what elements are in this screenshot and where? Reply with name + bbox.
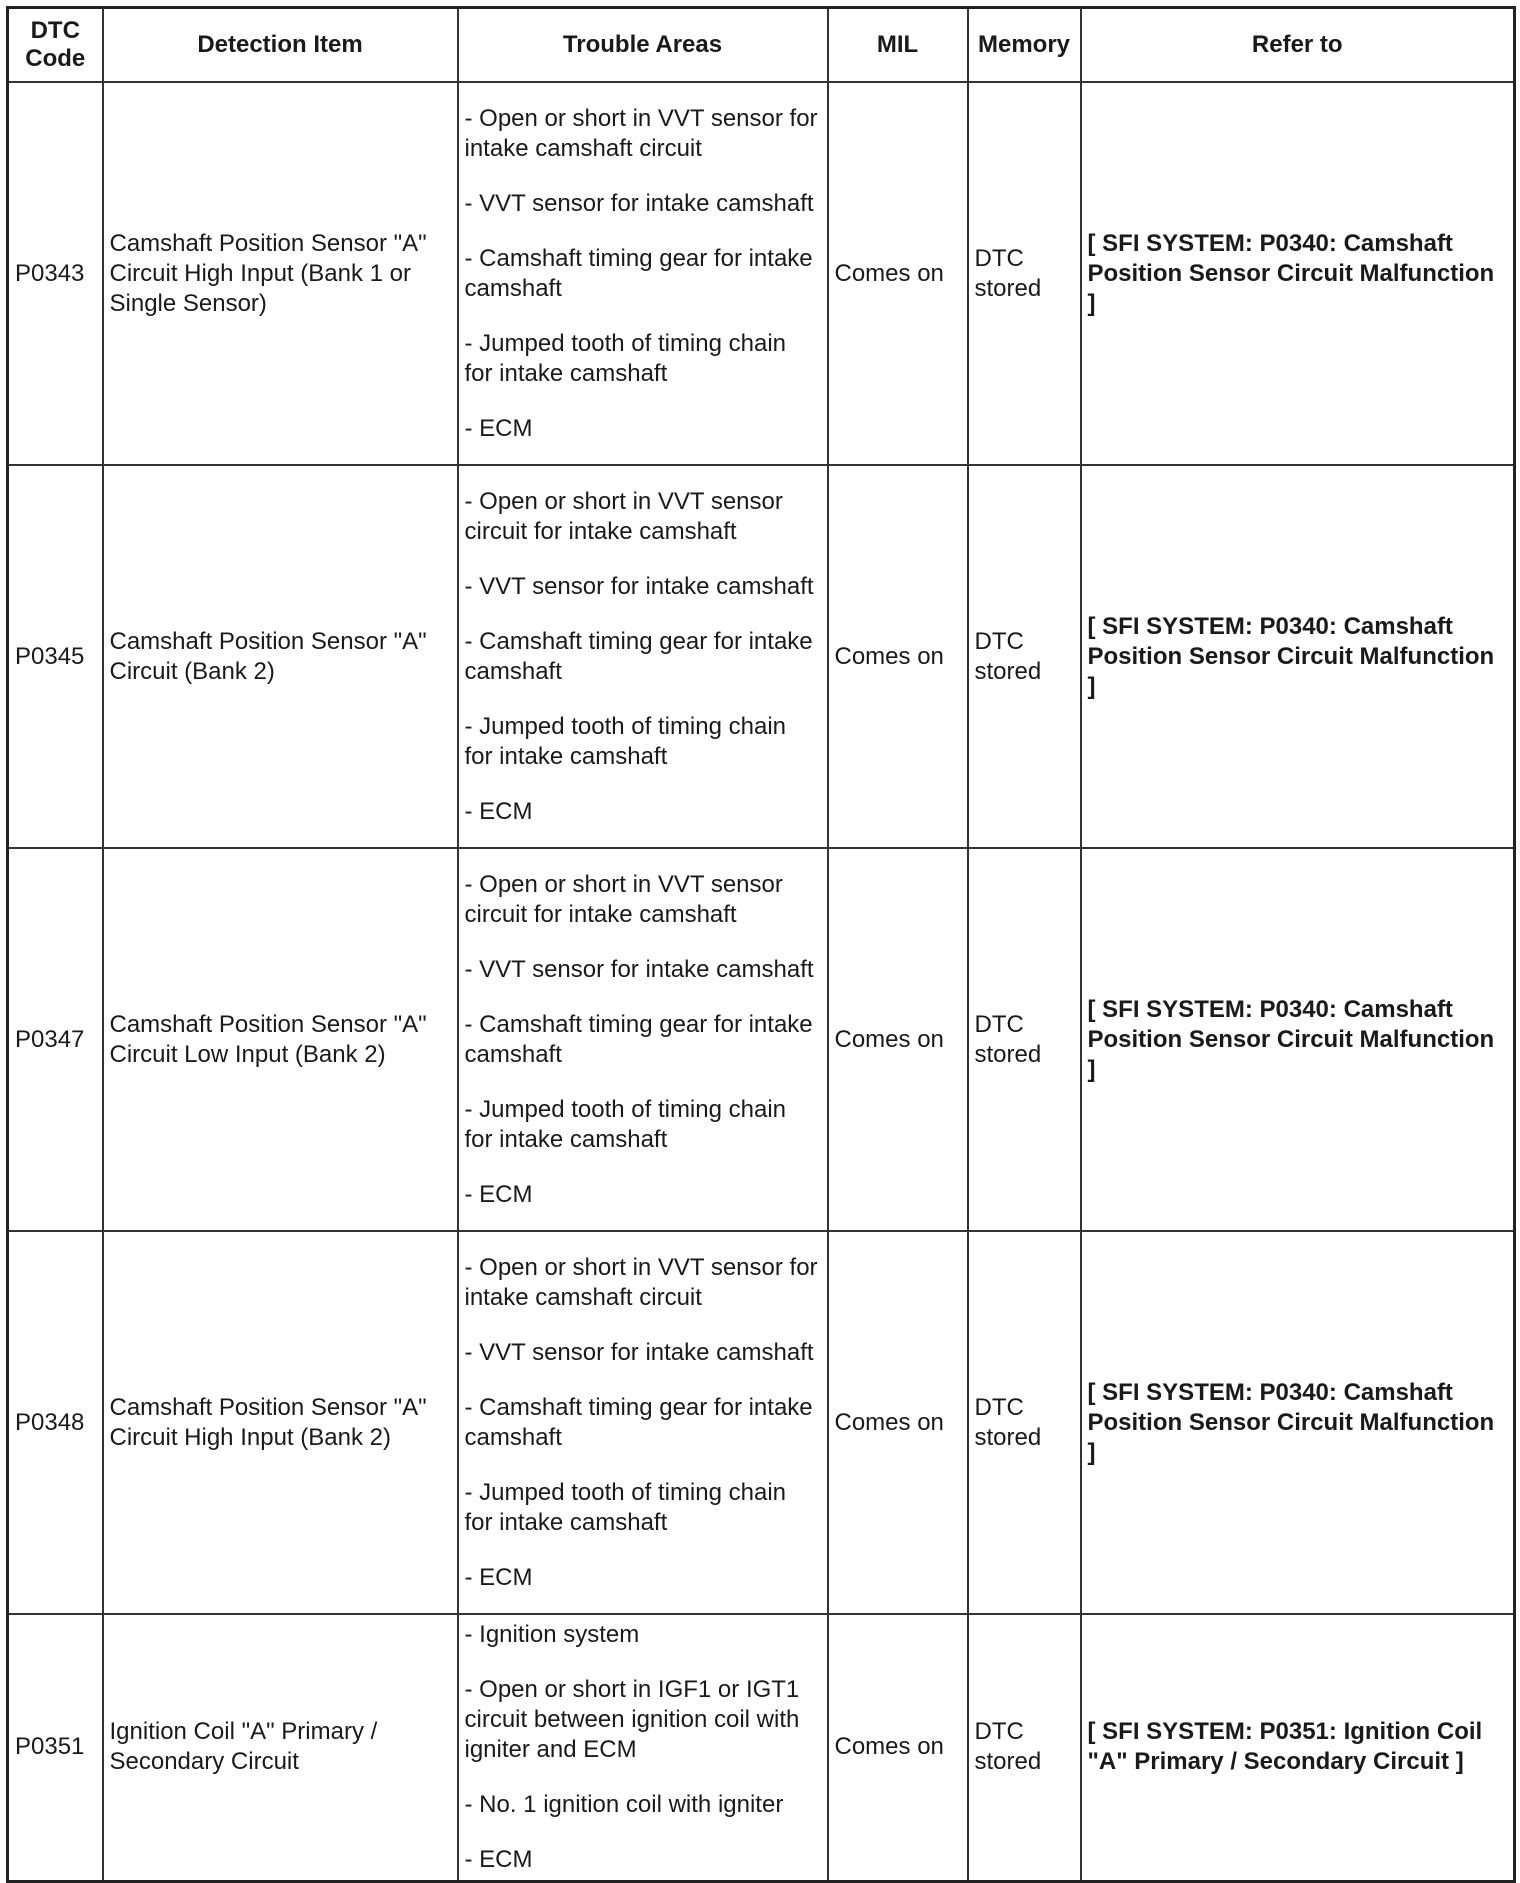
trouble-area-item: - Camshaft timing gear for intake camshaft: [464, 1010, 813, 1068]
trouble-area-item: - Ignition system: [464, 1620, 640, 1648]
table-row: [8, 1231, 1515, 1614]
trouble-areas: [458, 1231, 828, 1614]
trouble-area-item: - Camshaft timing gear for intake camshaft: [464, 1393, 813, 1451]
trouble-area-item: - Open or short in VVT sensor for intake camshaft circuit: [464, 1253, 818, 1311]
mil-status: Comes on: [828, 848, 968, 1231]
memory-status: DTC stored: [968, 1231, 1081, 1614]
detection-item: Camshaft Position Sensor "A" Circuit Low Input (Bank 2): [103, 848, 458, 1231]
header-detection-item: Detection Item: [103, 8, 458, 83]
dtc-code: P0345: [8, 465, 103, 848]
detection-item: Camshaft Position Sensor "A" Circuit High Input (Bank 1 or Single Sensor): [103, 82, 458, 465]
trouble-area-item: - VVT sensor for intake camshaft: [464, 955, 814, 983]
header-dtc-code: DTC Code: [8, 8, 103, 83]
header-trouble-areas: Trouble Areas: [458, 8, 828, 83]
trouble-area-item: - Camshaft timing gear for intake camshaft: [464, 627, 813, 685]
trouble-area-item: - Open or short in VVT sensor for intake camshaft circuit: [464, 104, 818, 162]
refer-to-link[interactable]: [ SFI SYSTEM: P0340: Camshaft Position Sensor Circuit Malfunction ]: [1081, 82, 1515, 465]
trouble-areas: [458, 848, 828, 1231]
dtc-table: [6, 6, 1516, 1883]
table-row: [8, 465, 1515, 848]
table-row: [8, 1614, 1515, 1881]
trouble-areas: [458, 465, 828, 848]
mil-status: Comes on: [828, 1614, 968, 1881]
mil-status: Comes on: [828, 1231, 968, 1614]
trouble-area-item: - Open or short in IGF1 or IGT1 circuit between ignition coil with igniter and ECM: [464, 1675, 800, 1763]
trouble-area-item: - Open or short in VVT sensor circuit for intake camshaft: [464, 487, 783, 545]
mil-status: Comes on: [828, 465, 968, 848]
trouble-area-item: - ECM: [464, 797, 533, 825]
dtc-code: P0348: [8, 1231, 103, 1614]
trouble-area-item: - ECM: [464, 1845, 533, 1873]
trouble-area-item: - Jumped tooth of timing chain for intake camshaft: [464, 329, 787, 387]
trouble-area-item: - No. 1 ignition coil with igniter: [464, 1790, 784, 1818]
header-mil: MIL: [828, 8, 968, 83]
header-refer-to: Refer to: [1081, 8, 1515, 83]
mil-status: Comes on: [828, 82, 968, 465]
trouble-area-item: - ECM: [464, 1563, 533, 1591]
memory-status: DTC stored: [968, 82, 1081, 465]
trouble-area-item: - Jumped tooth of timing chain for intake camshaft: [464, 1478, 787, 1536]
refer-to-link[interactable]: [ SFI SYSTEM: P0351: Ignition Coil "A" Primary / Secondary Circuit ]: [1081, 1614, 1515, 1881]
dtc-code: P0351: [8, 1614, 103, 1881]
table-row: [8, 82, 1515, 465]
memory-status: DTC stored: [968, 465, 1081, 848]
header-memory: Memory: [968, 8, 1081, 83]
table-row: [8, 848, 1515, 1231]
trouble-area-item: - ECM: [464, 1180, 533, 1208]
trouble-areas: [458, 1614, 828, 1881]
dtc-code: P0343: [8, 82, 103, 465]
detection-item: Camshaft Position Sensor "A" Circuit High Input (Bank 2): [103, 1231, 458, 1614]
dtc-code: P0347: [8, 848, 103, 1231]
refer-to-link[interactable]: [ SFI SYSTEM: P0340: Camshaft Position Sensor Circuit Malfunction ]: [1081, 1231, 1515, 1614]
trouble-area-item: - ECM: [464, 414, 533, 442]
header-row: [8, 8, 1515, 83]
trouble-area-item: - Camshaft timing gear for intake camshaft: [464, 244, 813, 302]
trouble-area-item: - Open or short in VVT sensor circuit for intake camshaft: [464, 870, 783, 928]
refer-to-link[interactable]: [ SFI SYSTEM: P0340: Camshaft Position Sensor Circuit Malfunction ]: [1081, 465, 1515, 848]
memory-status: DTC stored: [968, 848, 1081, 1231]
detection-item: Ignition Coil "A" Primary / Secondary Circuit: [103, 1614, 458, 1881]
trouble-area-item: - Jumped tooth of timing chain for intake camshaft: [464, 1095, 787, 1153]
memory-status: DTC stored: [968, 1614, 1081, 1881]
refer-to-link[interactable]: [ SFI SYSTEM: P0340: Camshaft Position Sensor Circuit Malfunction ]: [1081, 848, 1515, 1231]
trouble-area-item: - VVT sensor for intake camshaft: [464, 189, 814, 217]
trouble-areas: [458, 82, 828, 465]
trouble-area-item: - VVT sensor for intake camshaft: [464, 572, 814, 600]
trouble-area-item: - Jumped tooth of timing chain for intake camshaft: [464, 712, 787, 770]
trouble-area-item: - VVT sensor for intake camshaft: [464, 1338, 814, 1366]
detection-item: Camshaft Position Sensor "A" Circuit (Bank 2): [103, 465, 458, 848]
